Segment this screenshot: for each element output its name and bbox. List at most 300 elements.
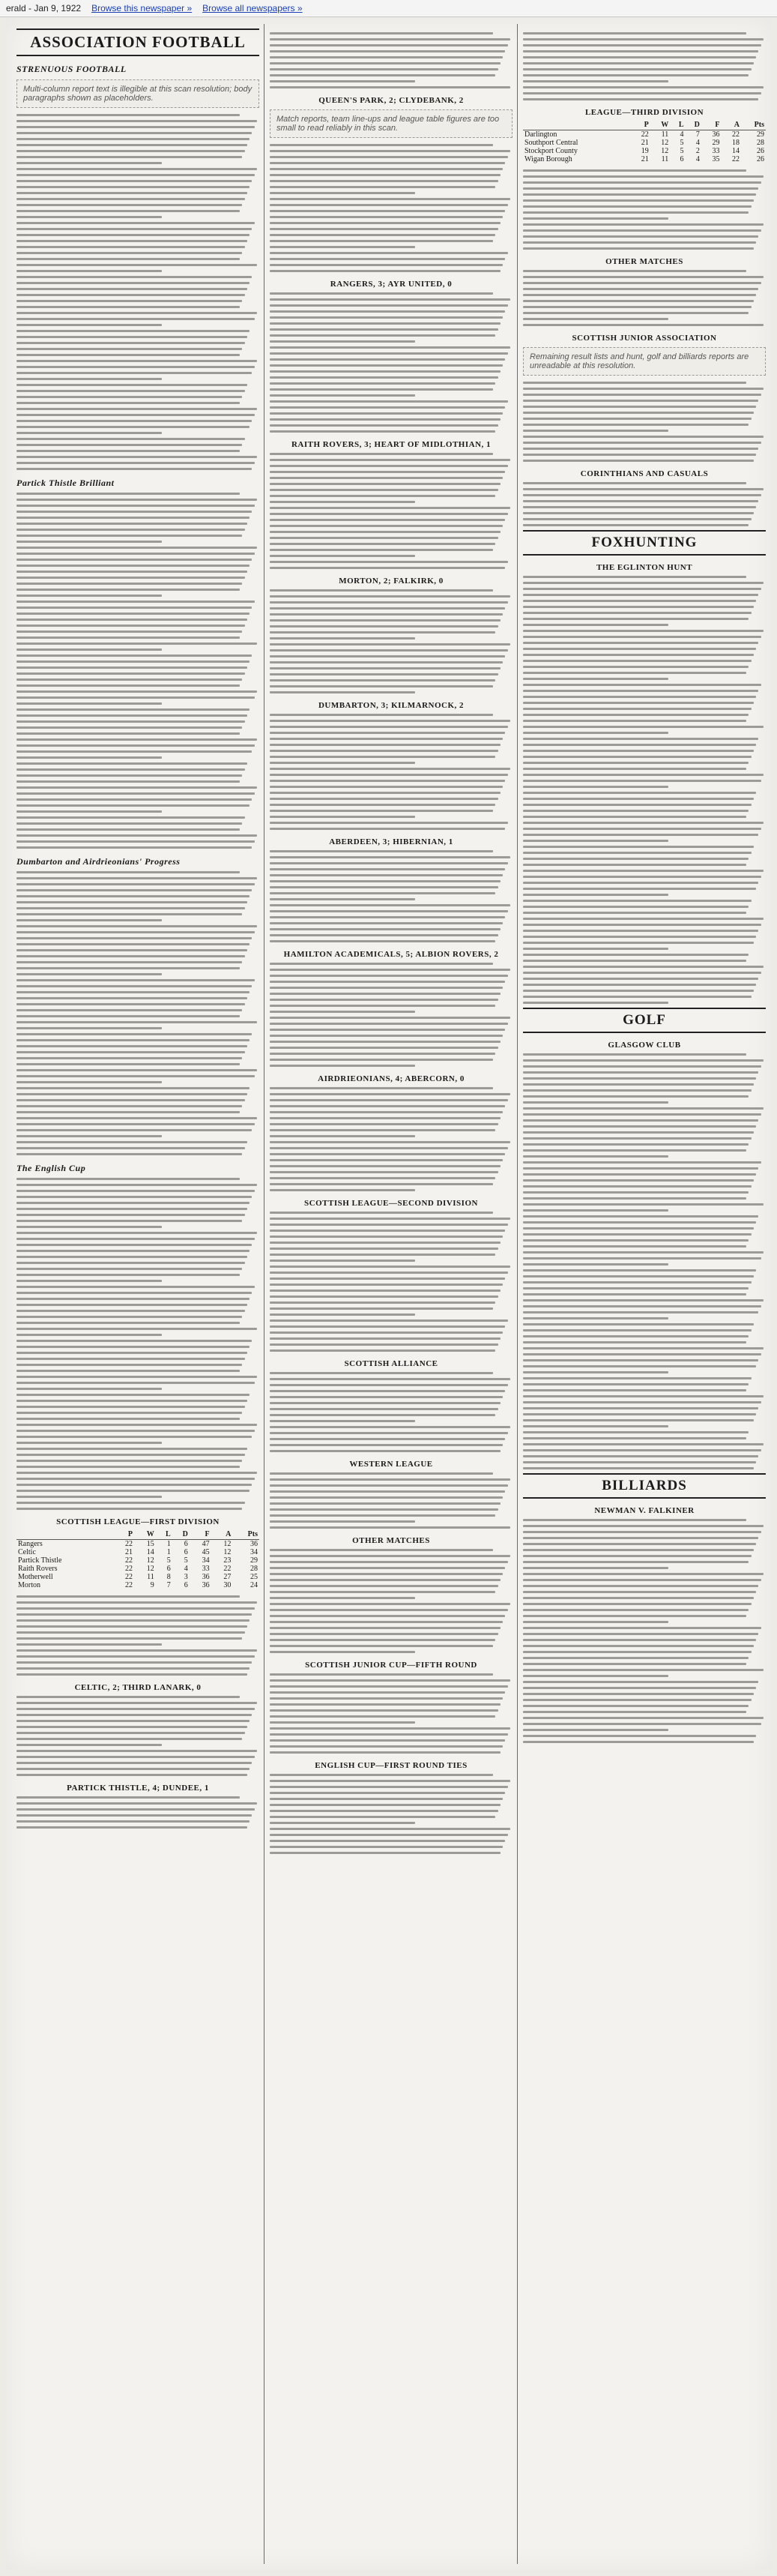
text-line xyxy=(270,1846,503,1848)
text-line xyxy=(523,864,746,866)
text-line xyxy=(16,1714,252,1716)
text-line xyxy=(523,1729,668,1731)
text-line xyxy=(270,1673,493,1676)
text-line xyxy=(270,774,508,776)
table-row xyxy=(16,1548,259,1556)
article-heading: THE EGLINTON HUNT xyxy=(596,563,693,572)
table-title: SCOTTISH LEAGUE—FIRST DIVISION xyxy=(56,1517,220,1526)
text-line xyxy=(16,240,247,242)
text-line xyxy=(16,1081,162,1083)
text-line xyxy=(270,1117,501,1119)
text-line xyxy=(16,889,252,891)
text-line xyxy=(270,1651,415,1653)
text-line xyxy=(16,720,245,723)
text-block xyxy=(523,32,766,100)
text-line xyxy=(270,1739,505,1742)
text-line xyxy=(16,1814,252,1817)
text-line xyxy=(270,1727,510,1730)
text-line xyxy=(270,987,503,989)
text-line xyxy=(270,1816,495,1818)
text-line xyxy=(16,438,245,440)
table-cell: 47 xyxy=(202,1540,210,1548)
table-cell: 11 xyxy=(661,130,669,139)
table-cell: 21 xyxy=(641,155,649,163)
text-line xyxy=(523,482,746,484)
text-line xyxy=(270,1349,495,1352)
text-line xyxy=(270,822,508,824)
text-line xyxy=(523,1669,764,1671)
text-line xyxy=(270,1774,493,1776)
table-cell: 36 xyxy=(712,130,720,139)
text-line xyxy=(523,1723,761,1725)
text-line xyxy=(16,276,252,278)
text-line xyxy=(523,894,668,896)
match-heading: RAITH ROVERS, 3; HEART OF MIDLOTHIAN, 1 xyxy=(291,440,492,449)
table-cell: Stockport County xyxy=(524,147,578,155)
text-line xyxy=(523,1383,749,1385)
text-line xyxy=(270,613,503,616)
section-heading: WESTERN LEAGUE xyxy=(349,1460,433,1469)
text-line xyxy=(16,625,245,627)
text-line xyxy=(270,1224,508,1226)
text-line xyxy=(523,241,756,244)
browse-all-newspapers-link[interactable]: Browse all newspapers » xyxy=(202,3,303,13)
table-title: LEAGUE—THIRD DIVISION xyxy=(584,108,704,117)
table-cell: Motherwell xyxy=(18,1573,53,1581)
text-line xyxy=(270,798,498,800)
text-line xyxy=(270,1573,503,1575)
text-line xyxy=(523,50,758,52)
text-line xyxy=(16,1105,242,1107)
text-line xyxy=(16,144,247,146)
text-line xyxy=(270,792,501,794)
text-line xyxy=(16,294,245,296)
table-header-cell: F xyxy=(701,120,722,130)
text-line xyxy=(523,972,761,974)
text-line xyxy=(523,524,749,526)
text-line xyxy=(16,1424,257,1426)
text-line xyxy=(16,180,252,182)
text-line xyxy=(523,774,764,776)
table-cell: 22 xyxy=(125,1581,133,1589)
match-heading: MORTON, 2; FALKIRK, 0 xyxy=(339,577,444,586)
text-line xyxy=(523,1209,668,1212)
text-line xyxy=(16,744,255,747)
text-line xyxy=(523,828,761,830)
text-line xyxy=(523,1137,752,1140)
table-cell: 11 xyxy=(147,1573,154,1581)
text-line xyxy=(270,1266,510,1268)
text-line xyxy=(270,1272,508,1274)
text-line xyxy=(523,276,764,278)
text-line xyxy=(16,432,162,434)
text-line xyxy=(523,924,761,926)
text-line xyxy=(523,223,764,226)
table-cell: 6 xyxy=(184,1548,188,1556)
text-line xyxy=(523,1597,754,1599)
browser-toolbar xyxy=(0,0,777,17)
table-cell: 23 xyxy=(223,1556,232,1565)
text-line xyxy=(270,898,415,900)
text-line xyxy=(16,637,240,639)
table-row xyxy=(16,1565,259,1573)
text-line xyxy=(16,619,247,621)
text-line xyxy=(270,394,415,397)
match-heading: QUEEN'S PARK, 2; CLYDEBANK, 2 xyxy=(318,96,464,105)
text-line xyxy=(523,732,668,734)
text-line xyxy=(270,192,415,194)
text-block xyxy=(270,292,513,433)
text-line xyxy=(16,1756,255,1758)
text-line xyxy=(270,150,510,152)
illegible-note: Match reports, team line-ups and league table figures are too small to read reliably in this scan. xyxy=(270,109,513,138)
text-line xyxy=(16,228,252,230)
text-line xyxy=(16,1322,240,1324)
text-block xyxy=(270,453,513,569)
text-block xyxy=(523,270,766,326)
text-line xyxy=(16,1220,242,1222)
text-line xyxy=(270,346,510,349)
text-line xyxy=(270,1585,498,1587)
text-line xyxy=(16,1508,242,1510)
text-line xyxy=(270,1331,503,1334)
table-cell: 14 xyxy=(146,1548,154,1556)
text-line xyxy=(270,519,505,521)
text-line xyxy=(523,714,749,716)
text-line xyxy=(16,1406,245,1408)
table-cell: Rangers xyxy=(18,1540,43,1548)
text-line xyxy=(16,571,247,573)
text-line xyxy=(270,981,505,983)
text-line xyxy=(523,1281,752,1284)
text-line xyxy=(270,1792,505,1794)
text-line xyxy=(270,1141,510,1143)
table-placeholder xyxy=(270,1212,513,1352)
text-line xyxy=(16,750,252,753)
text-line xyxy=(16,1496,162,1498)
text-line xyxy=(16,871,240,873)
text-line xyxy=(270,298,510,301)
text-line xyxy=(270,507,510,509)
text-line xyxy=(270,1053,495,1055)
table-cell: 6 xyxy=(184,1540,188,1548)
text-line xyxy=(523,80,668,82)
text-line xyxy=(523,1645,754,1647)
text-line xyxy=(270,334,495,337)
text-line xyxy=(270,412,503,415)
text-line xyxy=(270,1567,505,1569)
text-line xyxy=(16,336,247,338)
text-line xyxy=(16,1196,252,1198)
text-line xyxy=(16,1702,257,1704)
text-line xyxy=(523,1245,746,1248)
table-cell: 26 xyxy=(757,155,764,163)
text-line xyxy=(270,376,498,379)
text-line xyxy=(16,955,245,957)
table-cell: Morton xyxy=(18,1581,40,1589)
text-line xyxy=(523,840,668,842)
text-line xyxy=(16,943,250,945)
text-line xyxy=(16,672,245,675)
table-cell: 5 xyxy=(184,1556,188,1565)
text-line xyxy=(270,1230,505,1232)
text-line xyxy=(270,513,508,515)
text-line xyxy=(523,918,764,920)
text-line xyxy=(270,1490,505,1493)
text-line xyxy=(523,1621,668,1623)
text-line xyxy=(270,655,505,657)
text-line xyxy=(16,505,255,507)
text-line xyxy=(16,1244,252,1246)
text-block xyxy=(270,963,513,1067)
text-line xyxy=(523,1263,668,1266)
text-line xyxy=(523,618,749,620)
text-line xyxy=(523,270,746,272)
table-cell: Raith Rovers xyxy=(18,1565,58,1573)
table-cell: 21 xyxy=(641,139,649,147)
text-line xyxy=(16,690,257,693)
text-line xyxy=(523,418,752,420)
browse-this-newspaper-link[interactable]: Browse this newspaper » xyxy=(91,3,193,13)
text-line xyxy=(523,846,754,848)
text-line xyxy=(523,1449,761,1451)
text-line xyxy=(523,1555,752,1557)
text-line xyxy=(523,1377,752,1379)
text-line xyxy=(16,1744,162,1746)
text-line xyxy=(16,1466,240,1468)
text-line xyxy=(523,74,749,76)
text-line xyxy=(270,38,510,40)
text-line xyxy=(270,1472,493,1475)
section-heading: SCOTTISH JUNIOR CUP—FIFTH ROUND xyxy=(305,1661,477,1670)
text-line xyxy=(270,1284,503,1286)
table-cell: 4 xyxy=(695,155,700,163)
text-line xyxy=(270,1248,498,1250)
table-cell: 35 xyxy=(712,155,720,163)
text-line xyxy=(270,1005,495,1007)
text-line xyxy=(523,282,761,284)
text-line xyxy=(523,1125,756,1128)
text-line xyxy=(523,1567,668,1569)
text-line xyxy=(270,1520,415,1523)
text-line xyxy=(16,877,257,879)
text-line xyxy=(16,792,255,795)
text-line xyxy=(270,1685,508,1688)
text-line xyxy=(523,678,668,680)
text-line xyxy=(270,340,415,343)
text-line xyxy=(16,204,242,206)
text-line xyxy=(16,1732,245,1734)
text-line xyxy=(523,684,761,686)
text-line xyxy=(16,708,250,711)
text-line xyxy=(16,895,250,897)
text-line xyxy=(16,822,242,825)
table-cell: 22 xyxy=(125,1573,133,1581)
text-line xyxy=(16,114,240,116)
text-line xyxy=(523,86,764,88)
text-line xyxy=(270,264,503,266)
text-line xyxy=(270,1396,503,1398)
text-line xyxy=(523,1257,761,1260)
text-line xyxy=(270,328,498,331)
text-line xyxy=(270,1087,493,1089)
text-line xyxy=(16,907,245,909)
text-line xyxy=(523,582,764,584)
match-heading: CELTIC, 2; THIRD LANARK, 0 xyxy=(74,1683,202,1692)
text-line xyxy=(523,306,752,308)
text-line xyxy=(16,780,240,783)
text-line xyxy=(16,1262,245,1264)
text-line xyxy=(523,388,764,390)
text-line xyxy=(523,1143,749,1146)
text-line xyxy=(16,348,242,350)
text-line xyxy=(16,798,252,801)
table-header-cell: W xyxy=(650,120,671,130)
text-block xyxy=(523,1053,766,1469)
table-cell: 12 xyxy=(661,147,669,155)
text-line xyxy=(523,412,754,414)
text-block xyxy=(270,1087,513,1191)
text-line xyxy=(523,1119,758,1122)
text-line xyxy=(523,454,756,456)
text-line xyxy=(16,1454,245,1456)
text-line xyxy=(16,901,247,903)
text-line xyxy=(523,494,761,496)
text-line xyxy=(16,1123,255,1125)
text-line xyxy=(16,1502,245,1504)
text-line xyxy=(16,1063,240,1065)
text-line xyxy=(16,774,242,777)
text-line xyxy=(270,1579,501,1581)
text-line xyxy=(523,312,749,314)
text-line xyxy=(16,198,245,200)
table-cell: 7 xyxy=(695,130,700,139)
text-line xyxy=(270,1402,501,1404)
table-cell: 26 xyxy=(757,147,764,155)
text-line xyxy=(16,1484,252,1486)
article-heading: STRENUOUS FOOTBALL xyxy=(16,64,127,74)
text-line xyxy=(270,1798,503,1800)
text-line xyxy=(270,910,508,912)
text-line xyxy=(16,300,242,302)
text-line xyxy=(523,1071,758,1074)
text-line xyxy=(16,883,255,885)
text-line xyxy=(16,1643,162,1646)
text-line xyxy=(16,1490,250,1492)
text-line xyxy=(16,120,257,122)
text-line xyxy=(16,1292,252,1294)
illegible-note: Multi-column report text is illegible at this scan resolution; body paragraphs shown as placeholders. xyxy=(16,79,259,108)
text-line xyxy=(270,1852,501,1854)
text-line xyxy=(270,1093,510,1095)
table-cell: 4 xyxy=(184,1565,188,1573)
text-line xyxy=(16,1039,250,1041)
text-block xyxy=(523,482,766,526)
text-line xyxy=(270,1099,508,1101)
text-line xyxy=(16,756,162,759)
text-line xyxy=(16,168,257,170)
text-line xyxy=(16,913,242,915)
text-line xyxy=(16,1358,245,1360)
text-line xyxy=(523,672,746,674)
text-line xyxy=(523,1633,758,1635)
text-line xyxy=(523,1681,758,1683)
text-line xyxy=(16,1376,257,1378)
table-cell: 9 xyxy=(150,1581,154,1589)
text-line xyxy=(270,631,495,634)
text-line xyxy=(16,684,240,687)
text-line xyxy=(270,1733,508,1736)
text-line xyxy=(523,1455,758,1457)
text-line xyxy=(16,1802,257,1805)
text-line xyxy=(523,1537,758,1539)
text-line xyxy=(16,1720,250,1722)
text-line xyxy=(270,1478,510,1481)
text-line xyxy=(523,217,668,220)
text-line xyxy=(270,1242,501,1244)
text-line xyxy=(523,1293,746,1295)
text-line xyxy=(523,448,758,450)
text-line xyxy=(523,1161,761,1164)
text-line xyxy=(270,744,501,746)
text-line xyxy=(16,1352,247,1354)
text-line xyxy=(16,643,257,645)
text-block xyxy=(270,1774,513,1854)
text-line xyxy=(523,1353,761,1355)
text-line xyxy=(16,1316,242,1318)
section-banner-golf: GOLF xyxy=(523,1008,766,1033)
text-line xyxy=(270,768,510,770)
text-line xyxy=(16,1015,240,1017)
text-line xyxy=(270,1165,501,1167)
text-line xyxy=(16,264,257,266)
text-line xyxy=(16,1226,162,1228)
table-header-cell: P xyxy=(630,120,650,130)
text-line xyxy=(16,786,257,789)
text-line xyxy=(523,822,764,824)
text-block xyxy=(270,850,513,942)
text-block xyxy=(270,32,513,88)
text-line xyxy=(523,1431,749,1433)
table-cell: 6 xyxy=(166,1565,171,1573)
text-line xyxy=(523,630,764,632)
text-line xyxy=(523,1419,754,1421)
text-line xyxy=(16,462,255,464)
text-line xyxy=(523,1299,764,1301)
league-table-third-division xyxy=(523,120,766,163)
text-line xyxy=(523,1663,746,1665)
text-line xyxy=(270,810,493,812)
text-line xyxy=(16,666,247,669)
text-line xyxy=(16,1460,242,1462)
match-heading: ABERDEEN, 3; HIBERNIAN, 1 xyxy=(329,837,453,846)
text-line xyxy=(523,500,758,502)
text-line xyxy=(16,1726,247,1728)
text-line xyxy=(270,501,415,503)
text-line xyxy=(16,1400,247,1402)
text-line xyxy=(16,1304,247,1306)
text-line xyxy=(16,654,252,657)
text-block xyxy=(270,714,513,830)
text-line xyxy=(16,553,255,555)
text-line xyxy=(16,1117,257,1119)
text-line xyxy=(16,1033,252,1035)
text-line xyxy=(523,205,752,208)
text-line xyxy=(270,234,495,236)
table-row xyxy=(523,139,766,147)
text-line xyxy=(523,1615,746,1617)
text-line xyxy=(523,1693,754,1695)
